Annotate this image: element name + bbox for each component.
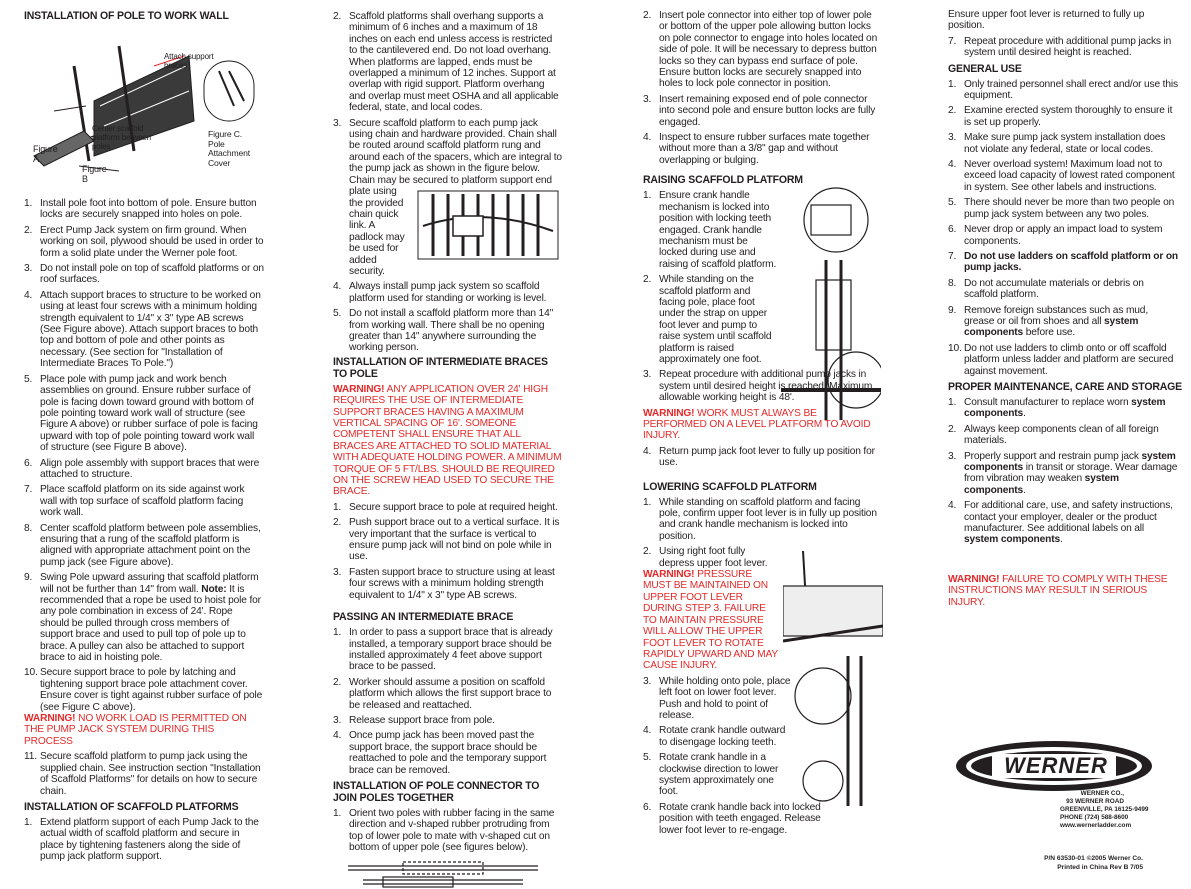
- lowering-end-text: Ensure upper foot lever is returned to fully up position.: [948, 9, 1145, 32]
- lowering-list: [643, 497, 878, 543]
- address-line: 93 WERNER ROAD: [1066, 798, 1124, 805]
- fig-label-c: Figure C. Pole Attachment Cover: [208, 129, 250, 168]
- list-item: 2. Insert pole connector into either top of lower pole or bottom of the upper pole allowing button locks on pole connector to engage into holes located on side of pole. It will be necessary to depress button locks so they can bypass end surface of pole. Ensure button locks are securely snapped into holes to lock pole connector in position.: [643, 10, 878, 90]
- logo-text: WERNER: [1004, 753, 1108, 778]
- warning-pressure: WARNING! PRESSURE MUST BE MAINTAINED ON UPPER FOOT LEVER DURING STEP 3. FAILURE TO MAINTAIN PRESSURE WILL ALLOW THE UPPER FOOT LEVER TO ROTATE RAPIDLY UPWARD AND MAY CAUSE INJURY.: [643, 569, 778, 672]
- pole-install-list: [24, 198, 264, 713]
- column-4: [948, 6, 1182, 612]
- list-item: 10. Do not use ladders to climb onto or off scaffold platform unless ladder and platform are secured against movement.: [948, 342, 1174, 377]
- list-item: 7. Place scaffold platform on its side against work wall with top surface of scaffold platform facing work wall.: [24, 484, 245, 519]
- heading-intermediate-braces: INSTALLATION OF INTERMEDIATE BRACES TO POLE: [333, 355, 548, 380]
- fig-label-attach: Attach support braces: [164, 52, 214, 70]
- list-item: 8. Center scaffold platform between pole assemblies, ensuring that a rung of the scaffold platform is aligned with appropriate attachment point on the pump jack (see Figure above).: [24, 522, 261, 568]
- lowering-list-3: [643, 675, 821, 836]
- list-item: 7. Do not use ladders on scaffold platform or on pump jacks.: [948, 250, 1178, 274]
- list-item: 1. Extend platform support of each Pump Jack to the actual width of scaffold platform and secure in place by tightening fasteners along the side of pump jack platform support.: [24, 816, 259, 863]
- list-item: 4. Never overload system! Maximum load not to exceed load capacity of lowest rated component in system. See other labels and instructions.: [948, 159, 1175, 193]
- list-item: 1. Secure support brace to pole at required height.: [333, 501, 558, 513]
- passing-list: [333, 627, 563, 776]
- list-item: 1. Install pole foot into bottom of pole. Ensure button locks are securely snapped into holes on pole.: [24, 198, 257, 221]
- werner-logo: [952, 738, 1157, 798]
- list-item: 1. In order to pass a support brace that is already installed, a temporary support brace should be installed approximately 4 feet above support brace to be passed.: [333, 627, 553, 673]
- list-item: 9. Swing Pole upward assuring that scaffold platform will not be further than 14" from wall. Note: It is recommended that a rope be used to hoist pole for any pole combination in excess of 24'. Rope should be pulled through cross members of support brace and used to pull top of pole up to brace. A pulley can also be attached to support brace to aid in hoisting pole.: [24, 572, 261, 664]
- heading-pole-connector: INSTALLATION OF POLE CONNECTOR TO JOIN POLES TOGETHER: [333, 779, 540, 804]
- list-item: 4. Rotate crank handle outward to disengage locking teeth.: [643, 725, 786, 748]
- heading-install-scaffold: INSTALLATION OF SCAFFOLD PLATFORMS: [24, 800, 239, 813]
- list-item: 3. Secure scaffold platform to each pump jack using chain and hardware provided. Chain shall be routed around scaffold platform rung and around each of the spacers, which are integral to the pump jack as shown in the figure below. Chain may be secured to platform support end plate using the provided chain quick link. A padlock may be used for added security.: [333, 117, 562, 277]
- list-item: 2. Push support brace out to a vertical surface. It is very important that the surface is vertical to ensure pump jack will not bind on pole while in use.: [333, 517, 560, 563]
- printed-info: Printed in China Rev B 7/05: [1057, 864, 1143, 871]
- list-item: 1. Consult manufacturer to replace worn system components.: [948, 396, 1166, 420]
- lowering-list-end: [948, 36, 1178, 59]
- raising-list: [643, 190, 873, 404]
- list-item: 6. Align pole assembly with support braces that were attached to structure.: [24, 457, 260, 480]
- list-item: 1. Only trained personnel shall erect and/or use this equipment.: [948, 78, 1178, 102]
- list-item: 3. Make sure pump jack system installation does not violate any federal, state or local codes.: [948, 132, 1166, 155]
- list-item: 3. Repeat procedure with additional pump jacks in system until desired height is reached. Maximum allowable working height is 48'.: [643, 369, 873, 404]
- list-item: 3. Do not install pole on top of scaffold platforms or on roof surfaces.: [24, 263, 264, 286]
- list-item: 4. Inspect to ensure rubber surfaces mate together without more than a 3/8" gap and without overlapping or bulging.: [643, 132, 870, 166]
- raising-list-cont: [643, 446, 878, 469]
- list-item: 5. There should never be more than two people on pump jack system between any two poles.: [948, 197, 1175, 220]
- warning-final: WARNING! FAILURE TO COMPLY WITH THESE INSTRUCTIONS MAY RESULT IN SERIOUS INJURY.: [948, 573, 1168, 608]
- heading-passing-brace: PASSING AN INTERMEDIATE BRACE: [333, 611, 514, 624]
- address-line: PHONE (724) 588-8600: [1060, 814, 1129, 821]
- company-address: [1060, 790, 1149, 830]
- list-item: 6. Rotate crank handle back into locked position with teeth engaged. Release lower foot lever to re-engage.: [643, 801, 821, 836]
- list-item: 3. While holding onto pole, place left foot on lower foot lever. Push and hold to point of release.: [643, 675, 791, 721]
- raising-illustration: [781, 180, 881, 420]
- pole-connector-illustration: [343, 858, 543, 888]
- list-item: 2. Scaffold platforms shall overhang supports a minimum of 6 inches and a maximum of 18 inches on each end unless access is restricted to the cantilevered end. Do not load overhang. When platforms are lapped, ends must be overlapped a minimum of 12 inches. Support at overlap with rigid support. Platform overhang and overlap must meet OSHA and all applicable federal, state, and local codes.: [333, 11, 559, 114]
- warning-level-platform: WARNING! WORK MUST ALWAYS BE PERFORMED ON A LEVEL PLATFORM TO AVOID INJURY.: [643, 407, 871, 442]
- fig-label-a: Figure A: [33, 144, 58, 164]
- list-item: 2. Examine erected system thoroughly to ensure it is set up properly.: [948, 105, 1173, 128]
- list-item: 3. Insert remaining exposed end of pole connector into second pole and ensure button locks are fully engaged.: [643, 93, 876, 128]
- list-item: 3. Properly support and restrain pump jack system components in transit or storage. Wear damage from vibration may weaken system components.: [948, 450, 1178, 496]
- general-use-list: [948, 79, 1178, 377]
- list-item: 4. For additional care, use, and safety instructions, contact your employer, dealer or the product manufacturer. See additional labels on all system components.: [948, 500, 1173, 546]
- list-item: 11. Secure scaffold platform to pump jack using the supplied chain. See instruction section "Installation of Scaffold Platforms" for details on how to secure chain.: [24, 751, 261, 797]
- address-line: WERNER CO.,: [1080, 790, 1124, 797]
- list-item: 5. Rotate crank handle in a clockwise direction to lower system approximately one foot.: [643, 752, 779, 798]
- list-item: 5. Do not install a scaffold platform more than 14" from working wall. There shall be no opening greater than 14" anywhere surrounding the working person.: [333, 308, 554, 354]
- column-3: [643, 6, 878, 840]
- column-1: [24, 6, 264, 867]
- list-item: 10. Secure support brace to pole by latching and tightening support brace pole attachment cover. Ensure cover is tight against rubber surface of pole (see Figure C above).: [24, 667, 263, 713]
- heading-lowering: LOWERING SCAFFOLD PLATFORM: [643, 480, 817, 493]
- heading-maintenance: PROPER MAINTENANCE, CARE AND STORAGE: [948, 380, 1182, 393]
- list-item: 2. Using right foot fully depress upper foot lever.: [643, 546, 768, 569]
- heading-raising: RAISING SCAFFOLD PLATFORM: [643, 174, 803, 187]
- list-item: 6. Never drop or apply an impact load to system components.: [948, 224, 1163, 247]
- figure-pole-to-wall: [24, 26, 264, 184]
- list-item: 1. Orient two poles with rubber facing in the same direction and v-shaped rubber protruding from top of lower pole to mate with v-shaped cut on bottom of upper pole (see figures below).: [333, 807, 555, 854]
- heading-general-use: GENERAL USE: [948, 62, 1022, 75]
- list-item: 2. Always keep components clean of all foreign materials.: [948, 423, 1159, 447]
- list-item: 2. Worker should assume a position on scaffold platform which allows the first support brace to be released and reattached.: [333, 676, 552, 711]
- list-item: 7. Repeat procedure with additional pump jacks in system until desired height is reached.: [948, 35, 1172, 59]
- lowering-illustration: [783, 546, 883, 806]
- connector-list-cont: [643, 10, 878, 166]
- list-item: 1. While standing on scaffold platform and facing pole, confirm upper foot lever is in fully up position and crank handle mechanism is locked into position.: [643, 496, 877, 542]
- list-item: 4. Once pump jack has been moved past the support brace, the support brace should be reattached to pole and the temporary support brace can be removed.: [333, 730, 547, 776]
- braces-list: [333, 502, 563, 601]
- fig-label-b: Figure B: [82, 164, 107, 184]
- warning-braces: WARNING! ANY APPLICATION OVER 24' HIGH REQUIRES THE USE OF INTERMEDIATE SUPPORT BRACES HAVING A MAXIMUM VERTICAL SPACING OF 16'. SOMEONE COMPETENT SHALL ENSURE THAT ALL BRACES ARE ATTACHED TO SOLID MATERIAL WITH ADEQUATE HOLDING POWER. A MINIMUM TORQUE OF 5 FT/LBS. SHOULD BE REQUIRED ON THE SCREW HEAD USED TO SECURE THE BRACE.: [333, 383, 562, 498]
- raising-section: [643, 190, 878, 403]
- part-number: P/N 63530-01 ©2005 Werner Co.: [1044, 855, 1143, 862]
- column-2: [333, 6, 563, 888]
- list-item: 9. Remove foreign substances such as mud, grease or oil from shoes and all system components before use.: [948, 304, 1148, 339]
- chain-figure: [413, 186, 563, 267]
- maintenance-list: [948, 397, 1178, 546]
- heading-install-pole: INSTALLATION OF POLE TO WORK WALL: [24, 10, 229, 22]
- list-item-11-wrap: [24, 751, 264, 797]
- scaffold-list-cont: [333, 11, 563, 354]
- lowering-list-2: [643, 546, 783, 569]
- warning-no-work-load: WARNING! NO WORK LOAD IS PERMITTED ON THE PUMP JACK SYSTEM DURING THIS PROCESS: [24, 713, 247, 747]
- list-item: 4. Attach support braces to structure to be worked on using at least four screws with a minimum holding strength equivalent to 1/4" x 3" type AB screws (See Figure above). Attach support braces to both top and bottom of pole and other points as necessary. (See section for "Installation of Intermediate Braces To Pole."): [24, 289, 261, 370]
- pole-connector-figure: [343, 858, 563, 888]
- lowering-section: [643, 546, 878, 836]
- address-line: www.wernerladder.com: [1060, 822, 1132, 829]
- connector-list: [333, 808, 563, 854]
- scaffold-list-start: [24, 817, 264, 863]
- fig-label-center: Center scaffold platform between poles: [92, 124, 151, 151]
- part-number-block: [1008, 854, 1143, 872]
- list-item: 3. Release support brace from pole.: [333, 714, 495, 726]
- list-item: 4. Return pump jack foot lever to fully up position for use.: [643, 445, 875, 469]
- list-item: 2. While standing on the scaffold platform and facing pole, place foot under the strap on upper foot lever and pump to raise system until scaffold platform is raised approximately one foot.: [643, 274, 772, 365]
- list-item: 2. Erect Pump Jack system on firm ground. When working on soil, plywood should be used in order to form a solid plate under the Werner pole foot.: [24, 224, 264, 259]
- list-item: 1. Ensure crank handle mechanism is locked into position with locking teeth engaged. Crank handle mechanism must be locked during use and raising of scaffold platform.: [643, 190, 777, 270]
- list-item: 4. Always install pump jack system so scaffold platform used for standing or working is level.: [333, 281, 547, 304]
- list-item: 8. Do not accumulate materials or debris on scaffold platform.: [948, 277, 1144, 301]
- chain-illustration: [413, 186, 563, 264]
- list-item: 5. Place pole with pump jack and work bench assemblies on ground. Ensure rubber surface of pole is facing down toward ground with bottom of pole pointing toward work wall of structure (see Figure A above) or rubber surface of pole is facing upward with top of pole pointing toward work wall of structure (see Figure B above).: [24, 373, 258, 454]
- address-line: GREENVILLE, PA 16125-9499: [1060, 806, 1149, 813]
- list-item: 3. Fasten support brace to structure using at least four screws with a minimum holding strength equivalent to 1/4" x 3" type AB screws.: [333, 566, 555, 601]
